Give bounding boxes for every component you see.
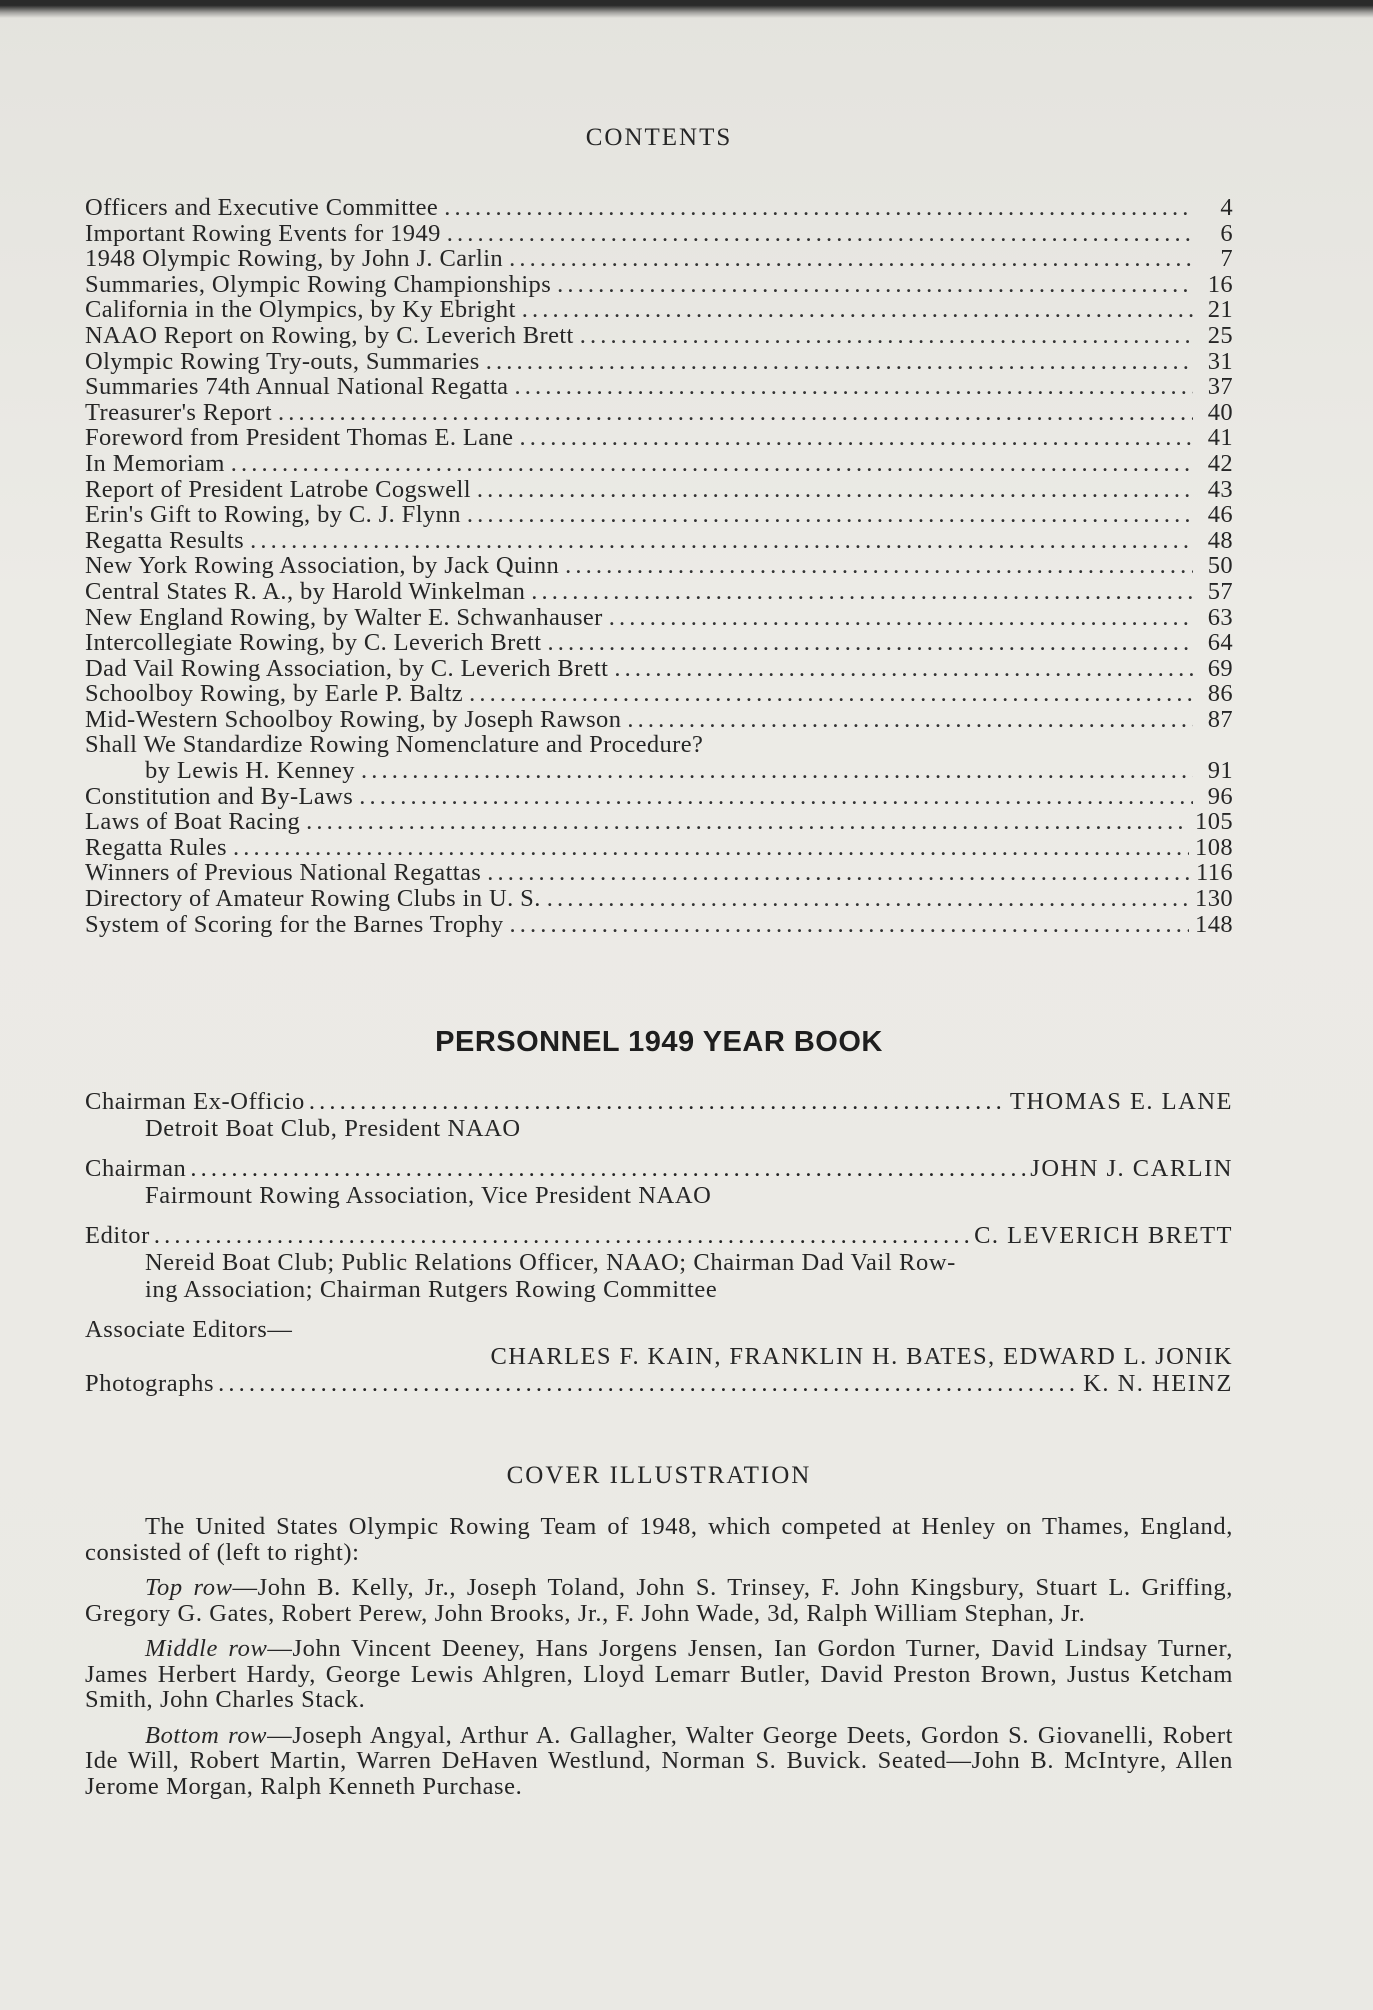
dot-leader — [547, 630, 1193, 656]
toc-entry-page: 148 — [1195, 910, 1233, 938]
toc-entry — [85, 400, 1233, 426]
toc-entry-title: Olympic Rowing Try-outs, Summaries — [85, 347, 480, 375]
toc-entry-page: 69 — [1207, 654, 1233, 682]
dot-leader — [522, 297, 1193, 323]
toc-entry-page: 96 — [1207, 782, 1233, 810]
toc-entry — [85, 707, 1233, 733]
toc-entry — [85, 784, 1233, 810]
row-names: —Joseph Angyal, Arthur A. Gallagher, Walter George Deets, Gordon S. Giovanelli, Robert Ide Will, Robert Martin, Warren DeHaven Westlund, Norman S. Buvick. Seated—John B. McIntyre, Allen Jerome Morgan, Ralph Kenneth Purchase. — [85, 1721, 1233, 1800]
row-label: Top row — [145, 1574, 233, 1601]
personnel-role: Editor — [85, 1222, 150, 1249]
toc-entry-page: 86 — [1207, 680, 1233, 708]
toc-entry-page: 7 — [1220, 245, 1233, 273]
toc-entry-title: NAAO Report on Rowing, by C. Leverich Brett — [85, 321, 574, 349]
toc-entry-title: Report of President Latrobe Cogswell — [85, 475, 471, 503]
toc-entry-page: 40 — [1207, 398, 1233, 426]
personnel-name: THOMAS E. LANE — [1009, 1088, 1233, 1115]
toc-entry-page: 64 — [1207, 629, 1233, 657]
row-names: —John Vincent Deeney, Hans Jorgens Jensen, Ian Gordon Turner, David Lindsay Turner, James Herbert Hardy, George Lewis Ahlgren, Lloyd Lemarr Butler, David Preston Brown, Justus Ketcham Smith, John Charles Stack. — [85, 1635, 1233, 1713]
personnel-role: Chairman Ex-Officio — [85, 1088, 305, 1115]
toc-entry — [85, 835, 1233, 861]
dot-leader — [306, 809, 1189, 835]
toc-entry-page: 91 — [1207, 757, 1233, 785]
personnel-entry-chairman — [85, 1155, 1233, 1209]
dot-leader — [190, 1155, 1026, 1182]
toc-entry — [85, 630, 1233, 656]
personnel-entry-chairman-ex-officio — [85, 1088, 1233, 1142]
toc-entry — [85, 477, 1233, 503]
toc-entry — [85, 732, 1233, 758]
toc-entry — [85, 912, 1233, 938]
personnel-name: CHARLES F. KAIN, FRANKLIN H. BATES, EDWARD L. JONIK — [490, 1343, 1233, 1370]
dot-leader — [218, 1370, 1079, 1397]
toc-entry-title: Important Rowing Events for 1949 — [85, 219, 441, 247]
toc-entry-title: Central States R. A., by Harold Winkelman — [85, 577, 526, 605]
toc-entry — [85, 579, 1233, 605]
personnel-name: K. N. HEINZ — [1083, 1370, 1233, 1397]
personnel-detail: Nereid Boat Club; Public Relations Officer, NAAO; Chairman Dad Vail Row- — [145, 1249, 956, 1276]
dot-leader — [557, 272, 1193, 298]
toc-entry — [85, 681, 1233, 707]
dot-leader — [514, 374, 1193, 400]
toc-entry-title: System of Scoring for the Barnes Trophy — [85, 910, 504, 938]
toc-entry-title: Treasurer's Report — [85, 398, 272, 426]
toc-entry — [85, 860, 1233, 886]
dot-leader — [627, 707, 1193, 733]
personnel-entry-associate-editors — [85, 1316, 1233, 1370]
toc-entry-page: 50 — [1207, 552, 1233, 580]
toc-entry-title: In Memoriam — [85, 449, 225, 477]
cover-top-row — [85, 1575, 1233, 1626]
toc-entry — [85, 323, 1233, 349]
toc-entry-title: Intercollegiate Rowing, by C. Leverich Brett — [85, 629, 542, 657]
toc-entry-page: 21 — [1207, 296, 1233, 324]
toc-entry-title: 1948 Olympic Rowing, by John J. Carlin — [85, 245, 504, 273]
dot-leader — [361, 758, 1193, 784]
toc-entry — [85, 272, 1233, 298]
personnel-name: JOHN J. CARLIN — [1030, 1155, 1233, 1182]
toc-entry-title: Summaries, Olympic Rowing Championships — [85, 270, 552, 298]
dot-leader — [565, 553, 1193, 579]
cover-bottom-row — [85, 1723, 1233, 1800]
toc-entry-page: 57 — [1207, 577, 1233, 605]
toc-entry-page: 87 — [1207, 705, 1233, 733]
dot-leader — [486, 349, 1193, 375]
toc-entry — [85, 246, 1233, 272]
personnel-name: C. LEVERICH BRETT — [974, 1222, 1233, 1249]
cover-intro: The United States Olympic Rowing Team of 1948, which competed at Henley on Thames, England, consisted of (left to right): — [85, 1513, 1233, 1566]
toc-entry — [85, 349, 1233, 375]
dot-leader — [477, 477, 1193, 503]
toc-entry-page: 116 — [1195, 859, 1233, 887]
toc-entry-title: Constitution and By-Laws — [85, 782, 354, 810]
toc-entry — [85, 605, 1233, 631]
toc-entry-title: Laws of Boat Racing — [85, 808, 301, 836]
toc-entry-page: 63 — [1207, 603, 1233, 631]
toc-entry — [85, 221, 1233, 247]
toc-entry — [85, 656, 1233, 682]
dot-leader — [609, 605, 1193, 631]
toc-entry-title: Schoolboy Rowing, by Earle P. Baltz — [85, 680, 464, 708]
cover-illustration-heading: COVER ILLUSTRATION — [506, 1462, 812, 1489]
toc-entry-continuation — [85, 758, 1233, 784]
personnel-row — [85, 1088, 1233, 1115]
personnel-detail: ing Association; Chairman Rutgers Rowing Committee — [145, 1276, 718, 1303]
dot-leader — [614, 656, 1193, 682]
toc-entry-page: 46 — [1207, 501, 1233, 529]
contents-heading: CONTENTS — [585, 124, 733, 151]
toc-entry-page: 48 — [1207, 526, 1233, 554]
toc-entry-page: 4 — [1220, 194, 1233, 221]
dot-leader — [547, 886, 1189, 912]
dot-leader — [467, 502, 1193, 528]
dot-leader — [154, 1222, 970, 1249]
dot-leader — [231, 451, 1193, 477]
toc-entry — [85, 195, 1233, 221]
toc-entry-page: 42 — [1207, 449, 1233, 477]
cover-middle-row — [85, 1636, 1233, 1713]
dot-leader — [233, 835, 1189, 861]
toc-entry-page: 105 — [1195, 808, 1233, 836]
row-label: Middle row — [145, 1635, 268, 1662]
row-names: —John B. Kelly, Jr., Joseph Toland, John S. Trinsey, F. John Kingsbury, Stuart L. Griffing, Gregory G. Gates, Robert Perew, John Brooks, Jr., F. John Wade, 3d, Ralph William Stephan, Jr. — [85, 1574, 1233, 1627]
personnel-role: Associate Editors— — [85, 1316, 293, 1343]
toc-entry-page: 25 — [1207, 321, 1233, 349]
toc-entry-page: 43 — [1207, 475, 1233, 503]
toc-entry-page: 41 — [1207, 424, 1233, 452]
toc-entry-page: 108 — [1195, 833, 1233, 861]
dot-leader — [519, 425, 1193, 451]
toc-entry — [85, 528, 1233, 554]
dot-leader — [278, 400, 1193, 426]
toc-entry-page: 16 — [1207, 270, 1233, 298]
table-of-contents — [85, 195, 1233, 937]
toc-entry — [85, 502, 1233, 528]
personnel-entry-photographs — [85, 1370, 1233, 1397]
personnel-entry-editor — [85, 1222, 1233, 1303]
toc-entry-title: by Lewis H. Kenney — [145, 757, 355, 785]
dot-leader — [469, 681, 1193, 707]
toc-entry-title: Directory of Amateur Rowing Clubs in U. S. — [85, 885, 541, 913]
dot-leader — [447, 221, 1193, 247]
toc-entry-title: Winners of Previous National Regattas — [85, 859, 482, 887]
personnel-list — [85, 1088, 1233, 1410]
toc-entry — [85, 451, 1233, 477]
dot-leader — [531, 579, 1193, 605]
toc-entry-title: Foreword from President Thomas E. Lane — [85, 424, 514, 452]
toc-entry — [85, 809, 1233, 835]
toc-entry-title: Shall We Standardize Rowing Nomenclature and Procedure? — [85, 731, 704, 759]
personnel-role: Chairman — [85, 1155, 187, 1182]
dot-leader — [487, 860, 1190, 886]
toc-entry-page: 130 — [1195, 885, 1233, 913]
personnel-detail: Fairmount Rowing Association, Vice President NAAO — [145, 1182, 712, 1209]
toc-entry-title: New York Rowing Association, by Jack Quinn — [85, 552, 560, 580]
dot-leader — [250, 528, 1193, 554]
dot-leader — [580, 323, 1193, 349]
toc-entry — [85, 553, 1233, 579]
toc-entry-title: Erin's Gift to Rowing, by C. J. Flynn — [85, 501, 461, 529]
toc-entry-title: Regatta Rules — [85, 833, 227, 861]
toc-entry-page: 6 — [1220, 219, 1233, 247]
dot-leader — [359, 784, 1193, 810]
row-label: Bottom row — [145, 1721, 268, 1749]
toc-entry-title: Regatta Results — [85, 526, 245, 554]
dot-leader — [509, 246, 1193, 272]
toc-entry — [85, 297, 1233, 323]
toc-entry-title: Officers and Executive Committee — [85, 194, 439, 221]
personnel-detail: Detroit Boat Club, President NAAO — [145, 1115, 521, 1142]
page-edge-shadow — [0, 0, 1373, 18]
toc-entry-title: Summaries 74th Annual National Regatta — [85, 373, 509, 401]
personnel-row — [85, 1222, 1233, 1249]
personnel-heading: PERSONNEL 1949 YEAR BOOK — [435, 1026, 883, 1058]
personnel-role: Photographs — [85, 1370, 215, 1397]
toc-entry-title: Mid-Western Schoolboy Rowing, by Joseph Rawson — [85, 705, 622, 733]
toc-entry-title: California in the Olympics, by Ky Ebright — [85, 296, 516, 324]
personnel-row — [85, 1155, 1233, 1182]
toc-entry — [85, 425, 1233, 451]
toc-entry-page: 31 — [1207, 347, 1233, 375]
dot-leader — [509, 912, 1189, 938]
personnel-row — [85, 1370, 1233, 1397]
toc-entry — [85, 886, 1233, 912]
dot-leader — [309, 1088, 1006, 1115]
toc-entry-title: New England Rowing, by Walter E. Schwanhauser — [85, 603, 603, 631]
cover-illustration-text — [85, 1514, 1233, 1809]
toc-entry-title: Dad Vail Rowing Association, by C. Leverich Brett — [85, 654, 609, 682]
toc-entry — [85, 374, 1233, 400]
dot-leader — [444, 195, 1193, 221]
toc-entry-page: 37 — [1207, 373, 1233, 401]
